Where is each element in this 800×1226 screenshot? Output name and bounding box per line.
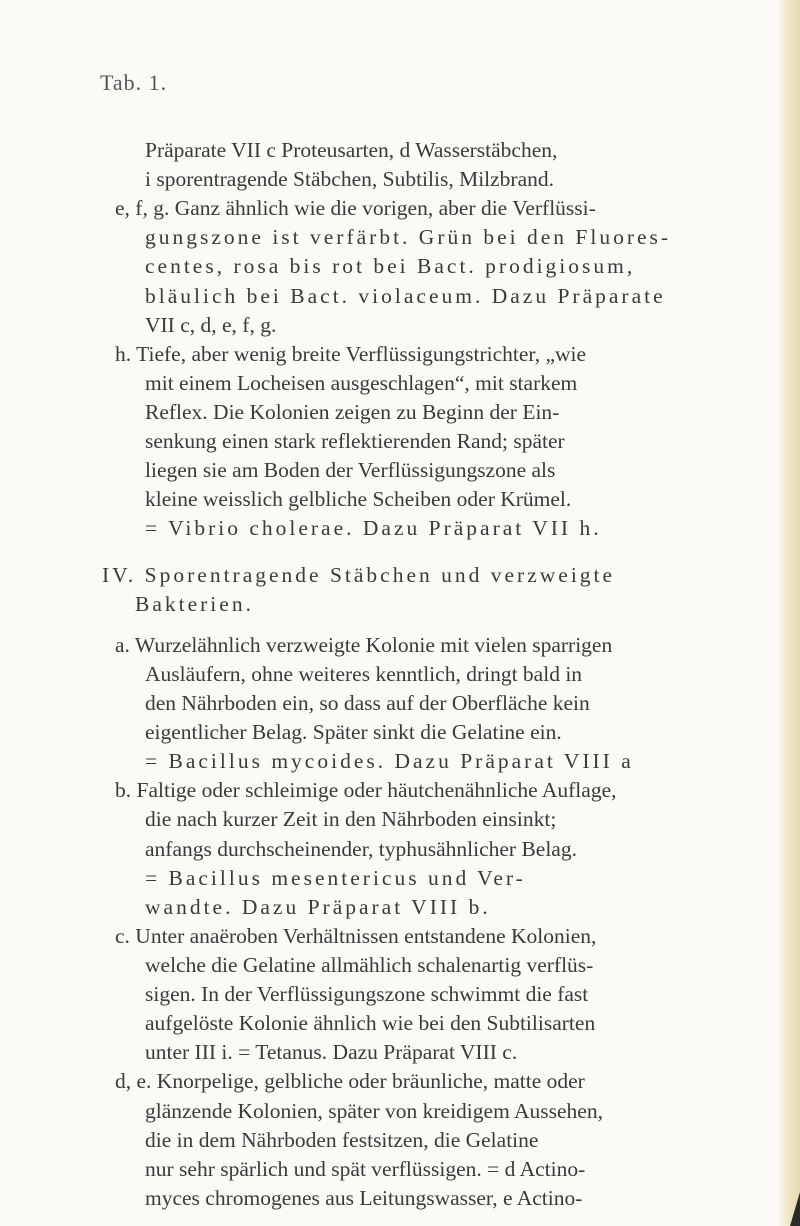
text-line: d, e. Knorpelige, gelbliche oder bräunliche, matte oder (115, 1069, 585, 1093)
section-heading: IV. Sporentragende Stäbchen und verzweigte (102, 563, 616, 587)
text-line: sigen. In der Verflüssigungszone schwimmt die fast (145, 982, 589, 1006)
text-line: den Nährboden ein, so dass auf der Oberfläche kein (145, 691, 590, 715)
text-line: b. Faltige oder schleimige oder häutchenähnliche Auflage, (115, 778, 617, 802)
text-line: aufgelöste Kolonie ähnlich wie bei den Subtilisarten (145, 1011, 596, 1035)
text-line: Reflex. Die Kolonien zeigen zu Beginn der Ein- (145, 400, 560, 424)
text-line: e, f, g. Ganz ähnlich wie die vorigen, aber die Verflüssi- (115, 196, 596, 220)
text-line: i sporentragende Stäbchen, Subtilis, Milzbrand. (145, 167, 555, 191)
text-line: = Bacillus mesentericus und Ver- (145, 866, 526, 890)
text-line: centes, rosa bis rot bei Bact. prodigiosum, (145, 254, 636, 278)
text-line: bläulich bei Bact. violaceum. Dazu Präparate (145, 284, 666, 308)
text-line: welche die Gelatine allmählich schalenartig verflüs- (145, 953, 594, 977)
section-heading: Bakterien. (135, 592, 254, 616)
text-line: myces chromogenes aus Leitungswasser, e Actino- (145, 1186, 583, 1210)
text-line: anfangs durchscheinender, typhusähnlicher Belag. (145, 837, 577, 861)
text-line: Präparate VII c Proteusarten, d Wasserstäbchen, (145, 138, 558, 162)
text-line: senkung einen stark reflektierenden Rand; später (145, 429, 565, 453)
page-edge (778, 0, 800, 1226)
text-line: wandte. Dazu Präparat VIII b. (145, 895, 491, 919)
text-line: kleine weisslich gelbliche Scheiben oder Krümel. (145, 487, 572, 511)
text-line: VII c, d, e, f, g. (145, 313, 277, 337)
text-line: unter III i. = Tetanus. Dazu Präparat VIII c. (145, 1040, 518, 1064)
text-line: c. Unter anaëroben Verhältnissen entstandene Kolonien, (115, 924, 597, 948)
text-line: eigentlicher Belag. Später sinkt die Gelatine ein. (145, 720, 562, 744)
text-line: die in dem Nährboden festsitzen, die Gelatine (145, 1128, 539, 1152)
text-line: liegen sie am Boden der Verflüssigungszone als (145, 458, 556, 482)
text-line: glänzende Kolonien, später von kreidigem Aussehen, (145, 1099, 603, 1123)
text-line: mit einem Locheisen ausgeschlagen“, mit starkem (145, 371, 578, 395)
text-line: a. Wurzelähnlich verzweigte Kolonie mit vielen sparrigen (115, 633, 613, 657)
text-line: die nach kurzer Zeit in den Nährboden einsinkt; (145, 807, 557, 831)
text-line: Ausläufern, ohne weiteres kenntlich, dringt bald in (145, 662, 583, 686)
text-line: nur sehr spärlich und spät verflüssigen. = d Actino- (145, 1157, 586, 1181)
text-line: h. Tiefe, aber wenig breite Verflüssigungstrichter, „wie (115, 342, 587, 366)
text-line: gungszone ist verfärbt. Grün bei den Fluores- (145, 225, 672, 249)
text-line: = Vibrio cholerae. Dazu Präparat VII h. (145, 516, 602, 540)
table-heading: Tab. 1. (100, 70, 168, 95)
text-line: = Bacillus mycoides. Dazu Präparat VIII a (145, 749, 634, 773)
